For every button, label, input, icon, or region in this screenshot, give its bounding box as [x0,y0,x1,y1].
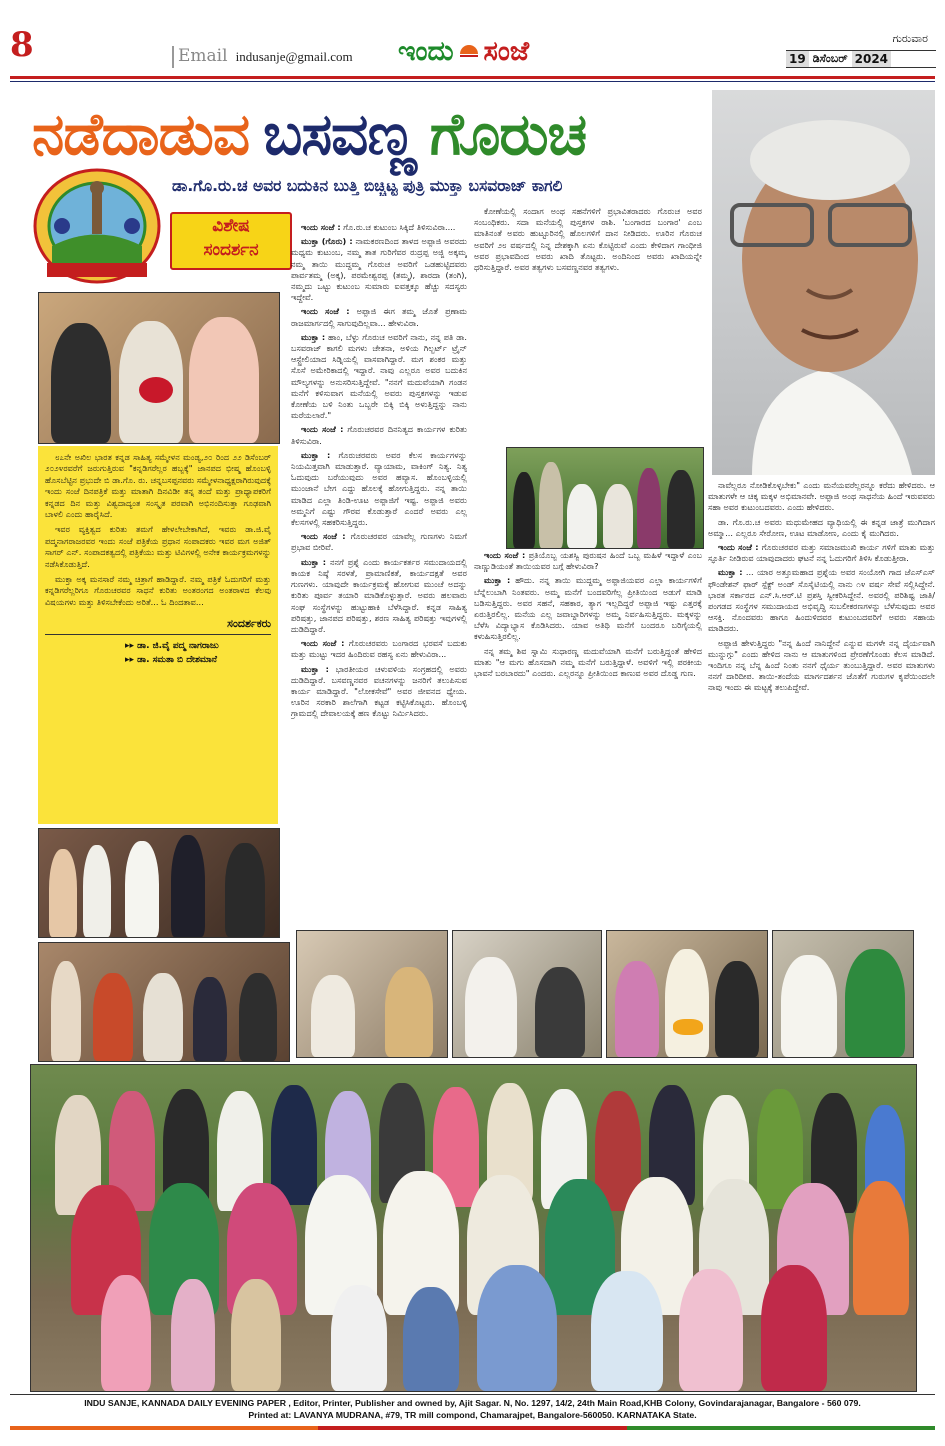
footer-tricolor-bar [10,1426,935,1430]
headline-word-2: ಬಸವಣ್ಣ [263,99,416,168]
article-paragraph: ಇಂದು ಸಂಜೆ : ಗೊ.ರು.ಚ ಕುಟುಂಬ ಸಿಕ್ಕಿದೆ ತಿಳಿಸುವಿರಾ.... [301,222,456,232]
date-year: 2024 [852,51,891,67]
photo-family-standing-indoor [38,828,280,938]
article-paragraph: ಕೋಣೆಯಲ್ಲಿ ಸಂದಾಗ ಅಂಥ ಸಹನೆಗಳಿಗೆ ಪ್ರಭಾವಿತರಾದರು ಗೊರುಚ ಅವರ ಸಂಬಂಧಿಕರು. ಸದಾ ಮನೆಯಲ್ಲಿ ಪುಸ್ತಕಗಳ ರಾಶಿ. 'ಬಂಗಾರದ ಬಂಗಾರ' ಎಂಬ ಮಾತಿನಂತೆ ಅವರು ಹುಟ್ಟೂರಿನಲ್ಲಿ ಹೊಲಗಳಿಗೆ ದಾನ ನೀಡಿದರು. ಊರಿನ ಗೊರುಚ ಅವರಿಗೆ ೨೮ ವರ್ಷದಲ್ಲಿ ನಿನ್ನ ದೇಶಕ್ಕಾಗಿ ಏನು ಕೊಟ್ಟಿರುವೆ ಎಂದು ಕೇಳಿದಾಗ ಗಾಂಧೀಜಿ ಅವರ ಪ್ರಭಾವದಿಂದ ಅವರು ಖಾದಿ ತೊಟ್ಟರು. ಅಂದಿನಿಂದ ಅವರು ಖಾದಿಯನ್ನೇ ಧರಿಸುತ್ತಿದ್ದಾರೆ. ಅವರ ತತ್ವಗಳು ಬಸವಣ್ಣನವರ ತತ್ವಗಳು. [474,206,702,273]
article-paragraph: ನಾವೆಲ್ಲರೂ ನೋಡಿಕೊಳ್ಳಬೇಕು" ಎಂದು ಮನೆಯವರೆಲ್ಲರನ್ನೂ ಕರೆದು ಹೇಳಿದರು. ಆ ಮಾತುಗಳೇ ಆ ಚಿಕ್ಕ ಮಕ್ಕಳ ಅಭಿಮಾನವೇ. ಅಪ್ಪಾಜಿ ಅಂಥ ಸಾಧನೆಯ ಹಿಂದೆ ಇರುವವರು ಸಹಾ ಅವರ ಕುಟುಂಬದವರು. ಎಂದು ಹೇಳಿದರು. [708,480,935,513]
interviewers-block [45,618,271,666]
portrait-photo-gorucha [712,90,935,475]
interviewer-name-2: ▸▸ ಡಾ. ಸಮತಾ ಬಿ ದೇಶಮಾನೆ [125,654,218,665]
article-paragraph: ಅಪ್ಪಾಜಿ ಹೇಳುತ್ತಿದ್ದರು "ನನ್ನ ಹಿಂದೆ ನಾನಿದ್ದೇನೆ ಎನ್ನುವ ಮಗಳೇ ನನ್ನ ದೈರ್ಯವಾಗಿ ಮುನ್ನುಗ್ಗು" ಎಂದು ಹೇಳಿದ ನಾನು ಆ ಮಾತುಗಳಿಂದ ಪ್ರೇರಣೆಗೊಂಡು ಕೆಲಸ ಮಾಡಿದೆ. ಇಂದಿಗೂ ನನ್ನ ಬೆನ್ನ ಹಿಂದೆ ನಿಂತು ನನಗೆ ಧೈರ್ಯ ತುಂಬುತ್ತಿದ್ದಾರೆ. ಅವರ ಮಾತುಗಳು ನನಗೆ ದಾರಿದೀಪ. ತಾಯಿ-ತಂದೆಯ ಮಾರ್ಗದರ್ಶನ ಜೊತೆಗೆ ಗುರುಗಳ ಕೃಪೆಯಿಂದಲೇ ನಾವು ಇಂದು ಈ ಮಟ್ಟಕ್ಕೆ ತಲುಪಿದ್ದೇವೆ. [708,637,935,693]
logo-sun-icon [456,39,482,65]
article-paragraph: ಮುಕ್ತಾ : ಹೌದು. ನನ್ನ ತಾಯಿ ಮುದ್ದಮ್ಮ ಅಪ್ಪಾಜಿಯವರ ಎಲ್ಲಾ ಕಾರ್ಯಗಳಿಗೆ ಬೆನ್ನೆಲುಬಾಗಿ ನಿಂತವರು. ಅಮ್ಮ ಮನೆಗೆ ಬಂದವರಿಗೆಲ್ಲ ಪ್ರೀತಿಯಿಂದ ಅಡುಗೆ ಮಾಡಿ ಬಡಿಸುತ್ತಿದ್ದರು. ಅವರ ಸಹನೆ, ಸಹಕಾರ, ತ್ಯಾಗ ಇಲ್ಲದಿದ್ದರೆ ಅಪ್ಪಾಜಿ ಇಷ್ಟು ಎತ್ತರಕ್ಕೆ ಏರುತ್ತಿರಲಿಲ್ಲ. ಮನೆಯ ಎಲ್ಲ ಜವಾಬ್ದಾರಿಗಳನ್ನು ಅಮ್ಮ ನಿರ್ವಹಿಸುತ್ತಿದ್ದರು. ಮಕ್ಕಳನ್ನು ಬೆಳೆಸಿ ವಿದ್ಯಾಭ್ಯಾಸ ಕೊಡಿಸಿದರು. ಯಾವ ಅತಿಥಿ ಮನೆಗೆ ಬಂದರೂ ಬರಿಗೈಯಲ್ಲಿ ಕಳುಹಿಸುತ್ತಿರಲಿಲ್ಲ. [474,575,702,642]
article-paragraph: ಮುಕ್ತಾ : ಹಾಂ, ಬೆಳ್ಳು ಗೊರುಚ ಅವರಿಗೆ ನಾನು, ನನ್ನ ಪತಿ ಡಾ. ಬಸವರಾಜ್ ಕಾಗಲಿ ಮಗಳು ಚೇತನಾ, ಅಳಿಯ ಗಿಲ್ಬರ್ಟ್ ಟ್ರೈನ್ ಆಸ್ಟ್ರೇಲಿಯಾದ ಸಿಡ್ನಿಯಲ್ಲಿ ವಾಸವಾಗಿದ್ದಾರೆ. ಮಗ ಶಂಕರ ಮತ್ತು ಸೊಸೆ ಅಮೇರಿಕಾದಲ್ಲಿ ಇದ್ದಾರೆ. ನಾವು ಎಲ್ಲರೂ ಅವರ ಬದುಕಿನ ಮೌಲ್ಯಗಳನ್ನು ಅನುಸರಿಸುತ್ತಿದ್ದೇವೆ. "ನನಗೆ ಮದುವೆಯಾಗಿ ಗಂಡನ ಮನೆಗೆ ಕಳಿಸುವಾಗ ಮನೆಯಲ್ಲಿ ಅವರು ಪುಸ್ತಕಗಳನ್ನು ಇಡುವ ಕೋಣೆಯ ಬಳಿ ನಿಂತು ಒಬ್ಬರೇ ಬಿಕ್ಕಿ ಬಿಕ್ಕಿ ಅಳುತ್ತಿದ್ದನ್ನು ನಾನು ಮರೆಯಲಾರೆ." [291,331,467,421]
newspaper-logo [398,30,529,74]
interviewers-title: ಸಂದರ್ಶಕರು [227,617,271,631]
article-paragraph: ಇಂದು ಸಂಜೆ : ಗೊರುಚರವರ ಯಾವೆಲ್ಲ ಗುಣಗಳು ನಿಮಗೆ ಪ್ರಭಾವ ಬೀರಿವೆ. [291,531,467,553]
page-number: 8 [10,25,34,65]
email-block [172,46,353,68]
photo-two-standing [772,930,914,1058]
article-column-3 [708,480,935,942]
article-paragraph: ಇಂದು ಸಂಜೆ : ಗೊರುಚರವರು ಬಂಗಾರದ ಭರವಸೆ ಬದುಕು ಮತ್ತು ಮುಟ್ಟು ಇದರ ಹಿಂದಿರುವ ರಹಸ್ಯ ಏನು ಹೇಳುವಿರಾ... [291,638,467,660]
article-paragraph: ಮುಕ್ತಾ : ಭಾರತೀಯರ ಚಳುವಳಿಯ ಸಂಗ್ರಹದಲ್ಲಿ ಅವರು ದುಡಿದಿದ್ದಾರೆ. ಬಸವಣ್ಣನವರ ವಚನಗಳನ್ನು ಜನರಿಗೆ ತಲುಪಿಸುವ ಕಾರ್ಯ ಮಾಡಿದ್ದಾರೆ. "ಲೋಕಸೇವೆ" ಅವರ ಜೀವನದ ಧ್ಯೇಯ. ಊರಿನ ಸರಕಾರಿ ಶಾಲೆಗಾಗಿ ಕಟ್ಟಡ ಕಟ್ಟಿಸಿಕೊಟ್ಟರು. ಹೊಂಬಳ್ಳಿ ಗ್ರಾಮದಲ್ಲಿ ದೇವಾಲಯಕ್ಕೆ ಹಣ ಕೊಟ್ಟು ನಿರ್ಮಿಸಿದರು. [291,663,467,719]
logo-text-right: ಸಂಜೆ [483,36,530,67]
masthead-rule-thin [10,81,935,82]
date-day: 19 [786,51,809,67]
interviewer-name-1: ▸▸ ಡಾ. ಜಿ.ವೈ ಪದ್ಮ ನಾಗರಾಜು [125,640,219,651]
article-column-2 [474,206,702,442]
intro-panel [38,446,278,824]
weekday: ಗುರುವಾರ [892,32,928,45]
footer-rule [10,1394,935,1395]
email-label: Email [178,46,228,66]
photo-felicitation-seated [38,942,290,1062]
article-paragraph: ಇಂದು ಸಂಜೆ : ಪ್ರತಿಯೊಬ್ಬ ಯಶಸ್ವಿ ಪುರುಷನ ಹಿಂದೆ ಒಬ್ಬ ಮಹಿಳೆ ಇದ್ದಾಳೆ ಎಂಬ ನಾಣ್ಣುಡಿಯಂತೆ ತಾಯಿಯವರ ಬಗ್ಗೆ ಹೇಳುವಿರಾ? [474,550,702,572]
article-paragraph: ಡಾ. ಗೊ.ರು.ಚ ಅವರು ಮಧುಮೇಹದ ವ್ಯಾಧಿಯಲ್ಲಿ ಈ ಕನ್ನಡ ಜಾತ್ರೆ ಮುಗಿದಾಗ ಅಮ್ಮಾ... ಎಲ್ಲರೂ ಸೇರೋಣ, ಊಟ ಮಾಡೋಣ, ಎಂದು ಕೈ ಮುಗಿದರು. [708,516,935,538]
footer-imprint-line-2: Printed at: LAVANYA MUDRANA, #79, TR mill compond, Chamarajpet, Bangalore-560050. KARNATAKA State. [248,1410,697,1420]
article-column-1 [291,222,467,942]
headline-word-3: ಗೊರುಚ [429,99,587,168]
photo-family-garden [506,447,704,549]
bullet-icon: ▸▸ [125,640,138,651]
footer-imprint-line-1: INDU SANJE, KANNADA DAILY EVENING PAPER , Editor, Printer, Publisher and owned by, Ajit Sagar. N, No. 1297, 14/2, 24th Main Road,KHB Colony, Govindarajanagar, Bangalore - 560 079. [84,1398,861,1408]
article-paragraph: ಇಂದು ಸಂಜೆ : ಗೊರುಚರವರ ದಿನನಿತ್ಯದ ಕಾರ್ಯಗಳ ಕುರಿತು ತಿಳಿಸುವಿರಾ. [291,424,467,446]
bullet-icon: ▸▸ [125,654,138,665]
article-paragraph: ಮುಕ್ತಾ (ಗೊರು) : ನಾಮಕರಣದಿಂದ ತಾಳದ ಅಪ್ಪಾಜಿ ಅವರದು ಮಧ್ಯಮ ಕುಟುಂಬ, ನಮ್ಮ ತಾತ ಗುರಿಗೆವರ ರುದ್ರಪ್ಪ ಅಜ್ಜಿ ಅಕ್ಕಮ್ಮ ನಮ್ಮ ತಾಯಿ ಮುದ್ದಮ್ಮ ಗೊರುಚ ಅವರಿಗೆ ಒಡಹುಟ್ಟಿದವರು ಪಾರ್ವತಮ್ಮ (ಅಕ್ಕ), ಪರಮೇಶ್ವರಪ್ಪ (ತಮ್ಮ), ಶಾರದಾ (ತಂಗಿ), ನಮ್ಮದು ಒಟ್ಟು ಕುಟುಂಬ ಸುಮಾರು ಐವತ್ತಕ್ಕೂ ಹೆಚ್ಚು ಸದಸ್ಯರು ಇದ್ದೇವೆ. [291,236,467,303]
special-interview-badge [170,212,292,270]
article-column-2-lower [474,550,702,942]
intro-paragraph-1: ೮೭ನೇ ಅಖಿಲ ಭಾರತ ಕನ್ನಡ ಸಾಹಿತ್ಯ ಸಮ್ಮೇಳನ ಮಂಡ್ಯ,೨೦ ರಿಂದ ೨೨ ಡಿಸೆಂಬರ್ ೨೦೨೪ರವರೆಗೆ ಜರುಗುತ್ತಿರುವ "ಕನ್ನಡಿಗರೆಲ್ಲರ ಹಬ್ಬಕ್ಕೆ" ಜಾನಪದ ಭೀಷ್ಮ ಹೊಂಬಳ್ಳಿ ಹೊಸಬೆಟ್ಟಿನ ಪ್ರಭುದೇ ಬಿ ಡಾ.ಗೊ. ರು. ಚನ್ನಬಸಪ್ಪನವರು ಸಮ್ಮೇಳನಾಧ್ಯಕ್ಷರಾಗಿರುವುದಕ್ಕೆ ಇಂದು ಸಂಜೆ ದಿನಪತ್ರಿಕೆ ಮತ್ತು ಮಾತಾಗಿ ದಿನವಿಡೀ ತನ್ನ ತಂದೆ ಮತ್ತು ಪ್ರಾಧ್ಯಾಪಕರಿಗೆ ಕನ್ನಡದ ದಿನ ಮತ್ತು ವಿಶ್ವದಾದ್ಯಂತ ಸಂಸ್ಕೃತ ಪರವಾಗಿ ಅಭಿನಂದಿಸುತ್ತಾ ಗೂಢವಾಗಿ ಬಾಳಲಿ ಎಂದು ಹಾರೈಸಿದೆ. [45,452,271,520]
email-address[interactable]: indusanje@gmail.com [235,49,353,64]
photo-conversation-sofa [296,930,448,1058]
headline-word-1: ನಡೆದಾಡುವ [32,99,250,168]
sahitya-sammelana-emblem [32,168,162,286]
article-paragraph: ಮುಕ್ತಾ : ... ಯಾರ ಅತ್ತೂಮಹಾದ ಪ್ರಶ್ನೆಯ ಅವರ ಸಂಯೋಗಿ ಗಾದ ಜೆಎಸ್‌ಎಸ್ ಫೌಂಡೇಶನ್ ಫಾರ್ ಸ್ಪೆಕ್ಟ್ ಅಂಡ್ ಸೊಸೈಟಿಯಲ್ಲಿ ನಾನು ೧೪ ವರ್ಷ ಸೇವೆ ಸಲ್ಲಿಸಿದ್ದೇನೆ. ಭಾರತ ಸರ್ಕಾರದ ಎನ್.ಸಿ.ಆರ್.ಟಿ ಪ್ರಶಸ್ತಿ ಸ್ವೀಕರಿಸಿದ್ದೇನೆ. ಅವರಲ್ಲಿ ಪರಿಶಿಷ್ಟ ಜಾತಿ/ಪಂಗಡದ ಸಂಸ್ಥೆಗಳ ಸಮುದಾಯದ ಅಭಿವೃದ್ಧಿ ಸುಬಲೀಕರಣಗಳನ್ನು ಬೆಳೆಸುವುದು ಅವರ ಆಸಕ್ತಿ. ನೊಂದವರು ಹಾಗೂ ಹಿಂದುಳಿದವರ ಕುಟುಂಬದವರಿಗೆ ಅವರು ಸಹಾಯ ಮಾಡಿದರು. [708,567,935,634]
photo-fruit-offering [606,930,768,1058]
badge-line-1: ವಿಶೇಷ [212,216,250,236]
photo-extended-family-group [30,1064,917,1392]
intro-paragraph-3: ಮುಕ್ತಾ ಅಕ್ಕ ಮನಸಾರೆ ನಮ್ಮ ಚಿತ್ರಾಗೆ ಹಾಡಿದ್ದಾರೆ. ನಮ್ಮ ಪತ್ರಿಕೆ ಓದುಗರಿಗೆ ಮತ್ತು ಕನ್ನಡಿಗರೆಲ್ಲರಿಗೂ ಗೊರುಚರವರ ಸಾಧನೆ ಕುರಿತು ಅಂತರಂಗದ ಅಂತರಾಳದ ಕೆಲವು ವಿಷಯಗಳು ಮತ್ತು ತಿಳಿಸಬೇಕೆಂದು ಅರಿತೆ... ಓ ದಿಂದತಾವ... [45,574,271,607]
masthead-rule [10,76,935,79]
article-paragraph: ಇಂದು ಸಂಜೆ : ಅಪ್ಪಾಜಿ ಈಗ ತಮ್ಮ ಜೊತೆ ಪ್ರಣಾಮ ರಾಜಮಾರ್ಗದಲ್ಲಿ ಸಾಗುವುದಿಲ್ಲವಾ... ಹೇಳುವಿರಾ. [291,306,467,328]
headline-subtitle: ಡಾ.ಗೊ.ರು.ಚ ಅವರ ಬದುಕಿನ ಬುತ್ತಿ ಬಿಚ್ಚಿಟ್ಟ ಪುತ್ರಿ ಮುಕ್ತಾ ಬಸವರಾಜ್ ಕಾಗಲಿ [172,177,563,195]
article-paragraph: ನನ್ನ ತಮ್ಮ ಶಿವ ಸ್ವಾಮಿ ಸುಧಾರಣ್ಣ ಮದುವೆಯಾಗಿ ಮನೆಗೆ ಬರುತ್ತಿದ್ದಂತೆ ಹೇಳಿದ ಮಾತು "ಆ ಮಗು ಹೊಸದಾಗಿ ನಮ್ಮ ಮನೆಗೆ ಬರುತ್ತಿದ್ದಾಳೆ. ಅವಳಿಗೆ ಇಲ್ಲಿ ಪರಕೀಯ ಭಾವನೆ ಬರಬಾರದು" ಎಂದರು. ಎಲ್ಲರನ್ನೂ ಪ್ರೀತಿಯಿಂದ ಕಾಣುವ ಅವರ ದೊಡ್ಡ ಗುಣ. [474,645,702,679]
logo-text-left: ಇಂದು [398,36,454,67]
headline [32,94,586,174]
intro-paragraph-2: ಇವರ ವ್ಯಕ್ತಿತ್ವದ ಕುರಿತು ತಮಗೆ ಹೇಳಲೇಬೇಕಾಗಿದೆ, ಇವರು ಡಾ.ಜಿ.ವೈ ಪದ್ಮನಾಗರಾಜರವರ ಇಂದು ಸಂಜೆ ಪತ್ರಿಕೆಯ ಪ್ರಧಾನ ಸಂಪಾದಕರು ಇವರ ಮಗ ಅಜಿತ್ ಸಾಗರ್ ಎನ್. ಸಂಪಾದಕತ್ವದಲ್ಲಿ ಪತ್ರಿಕೆಯು ಮತ್ತು ಟಿವಿಗಳಲ್ಲಿ ಅನೇಕ ಕಾರ್ಯಕ್ರಮಗಳನ್ನು ನಡೆಸಿಕೊಡುತ್ತಿದೆ. [45,524,271,569]
photo-interview-discussion [452,930,602,1058]
article-paragraph: ಮುಕ್ತಾ : ಗೊರುಚರವರು ಅವರ ಕೆಲಸ ಕಾರ್ಯಗಳನ್ನು ನಿಯಮಿತ್ತವಾಗಿ ಮಾಡುತ್ತಾರೆ. ವ್ಯಾಯಾಮ, ವಾಕಿಂಗ್ ನಿತ್ಯ. ನಿತ್ಯ ಓದುವುದು ಬರೆಯುವುದು ಅವರ ಹವ್ಯಾಸ. ಹೊಂಬಳ್ಳಿಯಲ್ಲಿ ಮುಂಜಾನೆ ಬೇಗ ಎದ್ದು ಹೊಲಕ್ಕೆ ಹೋಗುತ್ತಿದ್ದರು. ನನ್ನ ತಾಯಿ ಮಾಡಿದ ಎಲ್ಲಾ ತಿಂಡಿ-ಊಟ ಅಪ್ಪಾಜಿಗೆ ಇಷ್ಟ. ಅಪ್ಪಾಜಿ ಅವರು ಅಮ್ಮನಿಗೆ ಎಷ್ಟು ಗೌರವ ಕೊಡುತ್ತಾರೆ ಎಂದರೆ ಅವರು ಎಲ್ಲ ಕೆಲಸಗಳಲ್ಲಿ ಸಹಕರಿಸುತ್ತಿದ್ದರು. [291,449,467,528]
photo-bouquet-presentation [38,292,280,444]
article-paragraph: ಮುಕ್ತಾ : ನನಗೆ ಪ್ರಶ್ನೆ ಎಂದು ಕಾರ್ಯಕರ್ತರ ಸಮುದಾಯದಲ್ಲಿ ಕಾಯಕ ನಿಷ್ಠೆ ಸರಳತೆ, ಪ್ರಾಮಾಣಿಕತೆ, ಕಾರ್ಯದಕ್ಷತೆ ಅವರ ಗುಣಗಳು. ಯಾವುದೇ ಕಾರ್ಯಕ್ರಮಕ್ಕೆ ಹೋಗುವ ಮುಂಚೆ ಅದನ್ನು ಕುರಿತು ಪೂರ್ವ ತಯಾರಿ ಮಾಡಿಕೊಳ್ಳುತ್ತಾರೆ. ಅವರು ಹಲವಾರು ಸಂಘ ಸಂಸ್ಥೆಗಳನ್ನು ಹುಟ್ಟುಹಾಕಿ ಬೆಳೆಸಿದ್ದಾರೆ. ಕನ್ನಡ ಸಾಹಿತ್ಯ ಪರಿಷತ್ತು, ಜಾನಪದ ಪರಿಷತ್ತು, ಶರಣ ಸಾಹಿತ್ಯ ಪರಿಷತ್ತು ಇವುಗಳಲ್ಲಿ ದುಡಿದಿದ್ದಾರೆ. [291,556,467,634]
date-month: ಡಿಸೆಂಬರ್ [812,52,848,65]
date-block [786,32,936,68]
badge-line-2: ಸಂದರ್ಶನ [203,240,259,260]
article-paragraph: ಇಂದು ಸಂಜೆ : ಗೊರುಚರವರ ಮತ್ತು ಸಮಾಜಮುಖಿ ಕಾರ್ಯ ಗಳಿಗೆ ಮಾತು ಮತ್ತು ಸ್ಫೂರ್ತಿ ನೀಡಿರುವ ಯಾವುದಾದರು ಘಟನೆ ನನ್ನ ಓದುಗರಿಗೆ ತಿಳಿಸಿ ಕೊಡುತ್ತೀರಾ. [708,542,935,564]
